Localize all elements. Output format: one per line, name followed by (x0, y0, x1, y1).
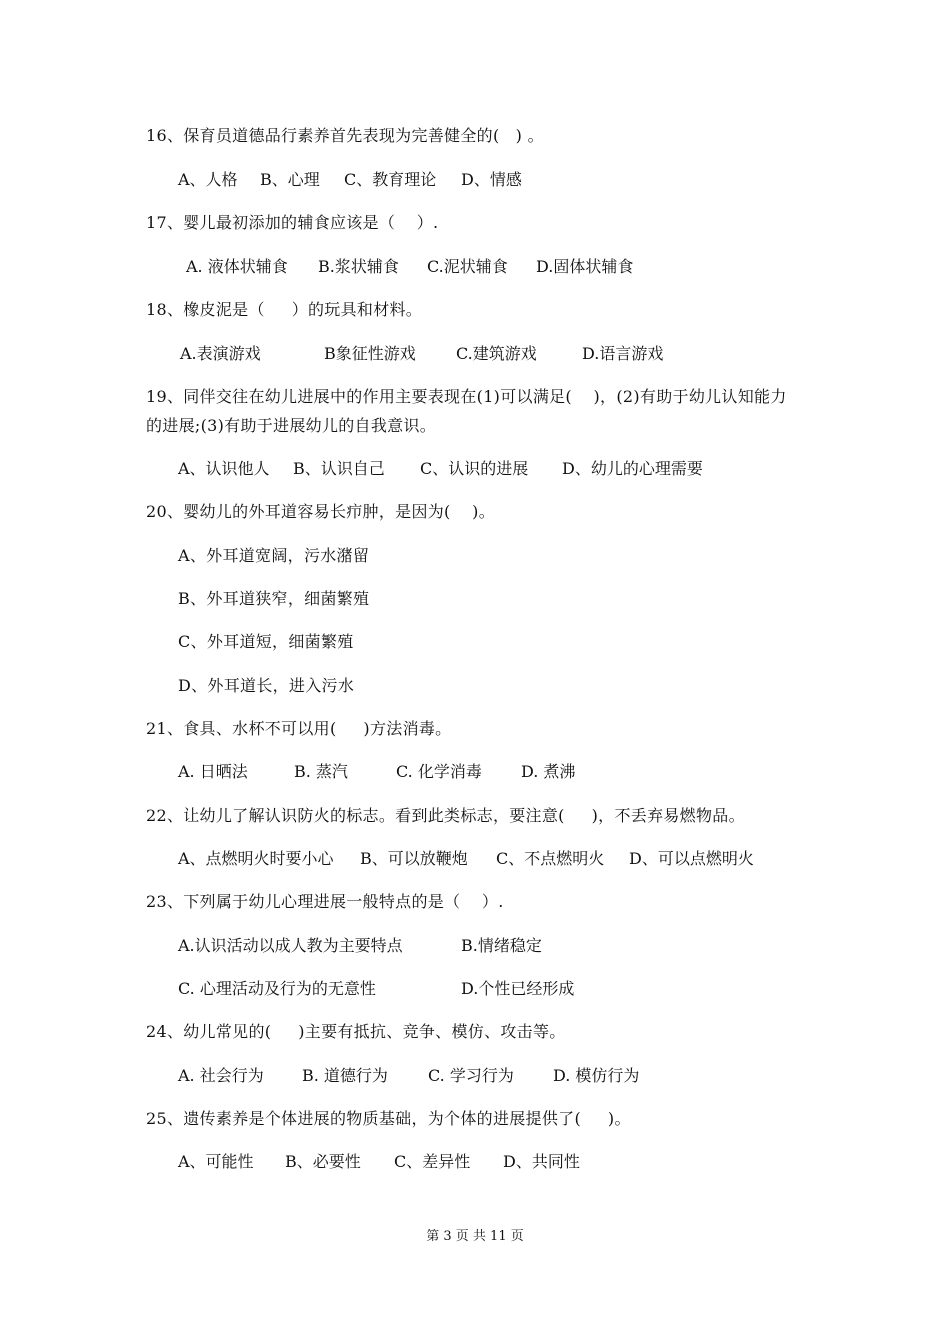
question-23-option-d: D.个性已经形成 (461, 979, 575, 998)
question-18-stem: 18、橡皮泥是（ ）的玩具和材料。 (146, 300, 423, 319)
question-19-option-a: A、认识他人 (178, 459, 270, 478)
question-22-stem: 22、让幼儿了解认识防火的标志。看到此类标志，要注意( )，不丢弃易燃物品。 (146, 806, 745, 825)
question-18-option-c: C.建筑游戏 (456, 344, 537, 363)
question-25-option-b: B、必要性 (285, 1152, 361, 1171)
question-21-option-b: B. 蒸汽 (294, 762, 348, 781)
question-23-option-a: A.认识活动以成人教为主要特点 (178, 936, 403, 955)
question-25-option-d: D、共同性 (503, 1152, 580, 1171)
question-24-stem: 24、幼儿常见的( )主要有抵抗、竞争、模仿、攻击等。 (146, 1022, 566, 1041)
question-16-stem: 16、保育员道德品行素养首先表现为完善健全的( ) 。 (146, 126, 544, 145)
question-25-options (178, 1152, 778, 1272)
question-16-option-a: A、人格 (178, 170, 238, 189)
question-25-stem: 25、遗传素养是个体进展的物质基础，为个体的进展提供了( )。 (146, 1109, 631, 1128)
question-18-option-a: A.表演游戏 (180, 344, 261, 363)
question-17-stem: 17、婴儿最初添加的辅食应该是（ ）. (146, 213, 439, 232)
question-19-option-b: B、认识自己 (293, 459, 385, 478)
question-21-option-d: D. 煮沸 (521, 762, 576, 781)
question-23-option-c: C. 心理活动及行为的无意性 (178, 979, 376, 998)
page-number-footer: 第 3 页 共 11 页 (426, 1229, 524, 1244)
question-16-option-c: C、教育理论 (344, 170, 437, 189)
question-23-stem: 23、下列属于幼儿心理进展一般特点的是（ ）. (146, 892, 504, 911)
question-21-option-a: A. 日晒法 (178, 762, 248, 781)
question-16-option-b: B、心理 (260, 170, 320, 189)
question-25-option-a: A、可能性 (178, 1152, 254, 1171)
question-18-option-d: D.语言游戏 (582, 344, 664, 363)
question-24-option-a: A. 社会行为 (178, 1066, 264, 1085)
question-22-option-c: C、不点燃明火 (496, 849, 605, 868)
question-24-option-d: D. 模仿行为 (553, 1066, 640, 1085)
question-22-option-d: D、可以点燃明火 (629, 849, 754, 868)
question-18-option-b: B象征性游戏 (324, 344, 416, 363)
question-20-option-d: D、外耳道长，进入污水 (178, 676, 355, 695)
question-23-option-b: B.情绪稳定 (461, 936, 542, 955)
question-19-stem-line-2: 的进展;(3)有助于进展幼儿的自我意识。 (146, 416, 437, 435)
question-17-option-a: A. 液体状辅食 (186, 257, 288, 276)
question-17-option-d: D.固体状辅食 (536, 257, 634, 276)
question-17-option-c: C.泥状辅食 (427, 257, 508, 276)
question-25-option-c: C、差异性 (394, 1152, 471, 1171)
question-19-option-c: C、认识的进展 (420, 459, 529, 478)
question-20-option-b: B、外耳道狭窄，细菌繁殖 (178, 589, 370, 608)
question-23-options-row-2 (178, 979, 778, 1059)
question-19-option-d: D、幼儿的心理需要 (562, 459, 703, 478)
question-20-option-c: C、外耳道短，细菌繁殖 (178, 632, 354, 651)
question-20-option-a: A、外耳道宽阔，污水潴留 (178, 546, 370, 565)
question-21-option-c: C. 化学消毒 (396, 762, 482, 781)
question-24-option-c: C. 学习行为 (428, 1066, 514, 1085)
question-17-option-b: B.浆状辅食 (318, 257, 399, 276)
question-22-option-a: A、点燃明火时要小心 (178, 849, 334, 868)
question-16-option-d: D、情感 (461, 170, 522, 189)
question-20-stem: 20、婴幼儿的外耳道容易长疖肿，是因为( )。 (146, 502, 495, 521)
question-22-option-b: B、可以放鞭炮 (360, 849, 468, 868)
question-21-stem: 21、食具、水杯不可以用( )方法消毒。 (146, 719, 452, 738)
question-24-option-b: B. 道德行为 (302, 1066, 388, 1085)
question-19-stem-line-1: 19、同伴交往在幼儿进展中的作用主要表现在(1)可以满足( )，(2)有助于幼儿认知能力 (146, 387, 787, 406)
